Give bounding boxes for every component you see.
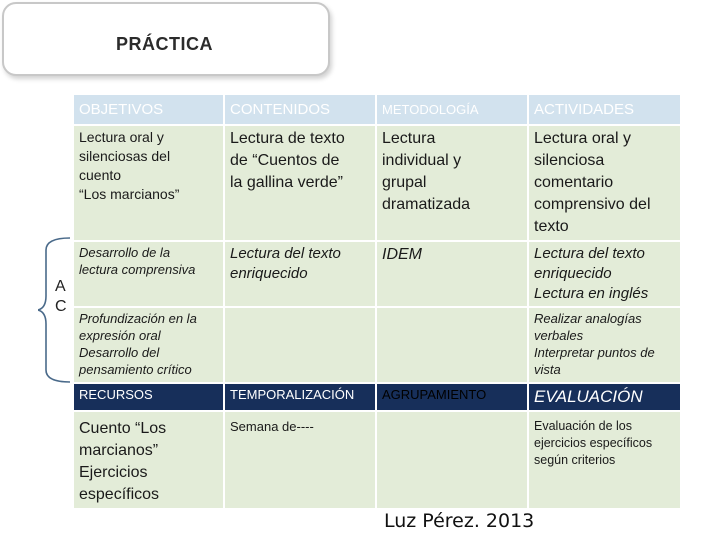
text-line: texto — [534, 218, 569, 235]
cell-objetivos-1 — [73, 125, 224, 241]
text-line: pensamiento crítico — [79, 362, 192, 377]
text-line: cuento — [79, 167, 122, 183]
text-line: enriquecido — [534, 265, 612, 282]
text-line: la gallina verde” — [230, 174, 343, 191]
text-line: comentario — [534, 174, 614, 191]
text-line: individual y — [382, 152, 462, 169]
text-line: Evaluación de los — [534, 419, 632, 433]
text-line: Lectura del texto — [534, 245, 645, 262]
text-line: Realizar analogías — [534, 311, 642, 326]
text-line: Interpretar puntos de — [534, 345, 655, 360]
text-line: silenciosas del — [79, 148, 171, 164]
text-line: según criterios — [534, 453, 616, 467]
side-letter-c: C — [55, 298, 67, 315]
cell-metodologia-3 — [376, 307, 528, 383]
side-letter-a: A — [55, 278, 66, 295]
text-line: Desarrollo del — [79, 345, 160, 360]
cell-contenidos-3 — [224, 307, 376, 383]
text-line: comprensivo del — [534, 196, 651, 213]
cell-objetivos-2 — [73, 241, 224, 307]
table-row — [73, 125, 681, 241]
header-temporalizacion: TEMPORALIZACIÓN — [224, 383, 376, 411]
table-row — [73, 241, 681, 307]
text-line: verbales — [534, 328, 584, 343]
text-line: específicos — [79, 486, 160, 503]
text-line: silenciosa — [534, 152, 605, 169]
text-line: “Los marcianos” — [79, 186, 180, 202]
header-contenidos: CONTENIDOS — [224, 94, 376, 125]
header-row-2 — [73, 383, 681, 411]
text-line: ejercicios específicos — [534, 436, 653, 450]
cell-objetivos-3 — [73, 307, 224, 383]
table-row — [73, 411, 681, 509]
text-line: Lectura oral y — [79, 129, 164, 145]
text-line: Desarrollo de la — [79, 245, 171, 260]
text-line: marcianos” — [79, 442, 159, 459]
text-line: lectura comprensiva — [79, 262, 196, 277]
text-line: expresión oral — [79, 328, 161, 343]
header-actividades: ACTIVIDADES — [528, 94, 681, 125]
cell-evaluacion — [528, 411, 681, 509]
header-recursos: RECURSOS — [73, 383, 224, 411]
cell-temporalizacion: Semana de---- — [224, 411, 376, 509]
title-box — [2, 2, 330, 76]
cell-metodologia-2: IDEM — [376, 241, 528, 307]
cell-actividades-1 — [528, 125, 681, 241]
cell-agrupamiento — [376, 411, 528, 509]
header-metodologia: METODOLOGÍA — [376, 94, 528, 125]
text-line: Lectura de texto — [230, 130, 345, 147]
text-line: Profundización en la — [79, 311, 197, 326]
header-agrupamiento: AGRUPAMIENTO — [376, 383, 528, 411]
cell-actividades-3 — [528, 307, 681, 383]
text-line: Cuento “Los — [79, 420, 167, 437]
text-line: Lectura en inglés — [534, 285, 649, 302]
text-line: dramatizada — [382, 196, 471, 213]
table-row — [73, 307, 681, 383]
text-line: de “Cuentos de — [230, 152, 340, 169]
header-evaluacion: EVALUACIÓN — [528, 383, 681, 411]
text-line: Lectura del texto — [230, 245, 341, 262]
text-line: Lectura oral y — [534, 130, 631, 147]
cell-contenidos-1 — [224, 125, 376, 241]
text-line: grupal — [382, 174, 427, 191]
author-footer: Luz Pérez. 2013 — [384, 510, 535, 532]
text-line: Ejercicios — [79, 464, 148, 481]
text-line: enriquecido — [230, 265, 308, 282]
text-line: vista — [534, 362, 561, 377]
header-row — [73, 94, 681, 125]
text-line: Lectura — [382, 130, 436, 147]
cell-metodologia-1 — [376, 125, 528, 241]
planning-table — [72, 93, 682, 510]
cell-contenidos-2 — [224, 241, 376, 307]
cell-actividades-2 — [528, 241, 681, 307]
header-objetivos: OBJETIVOS — [73, 94, 224, 125]
page-title: PRÁCTICA — [116, 34, 213, 54]
cell-recursos — [73, 411, 224, 509]
